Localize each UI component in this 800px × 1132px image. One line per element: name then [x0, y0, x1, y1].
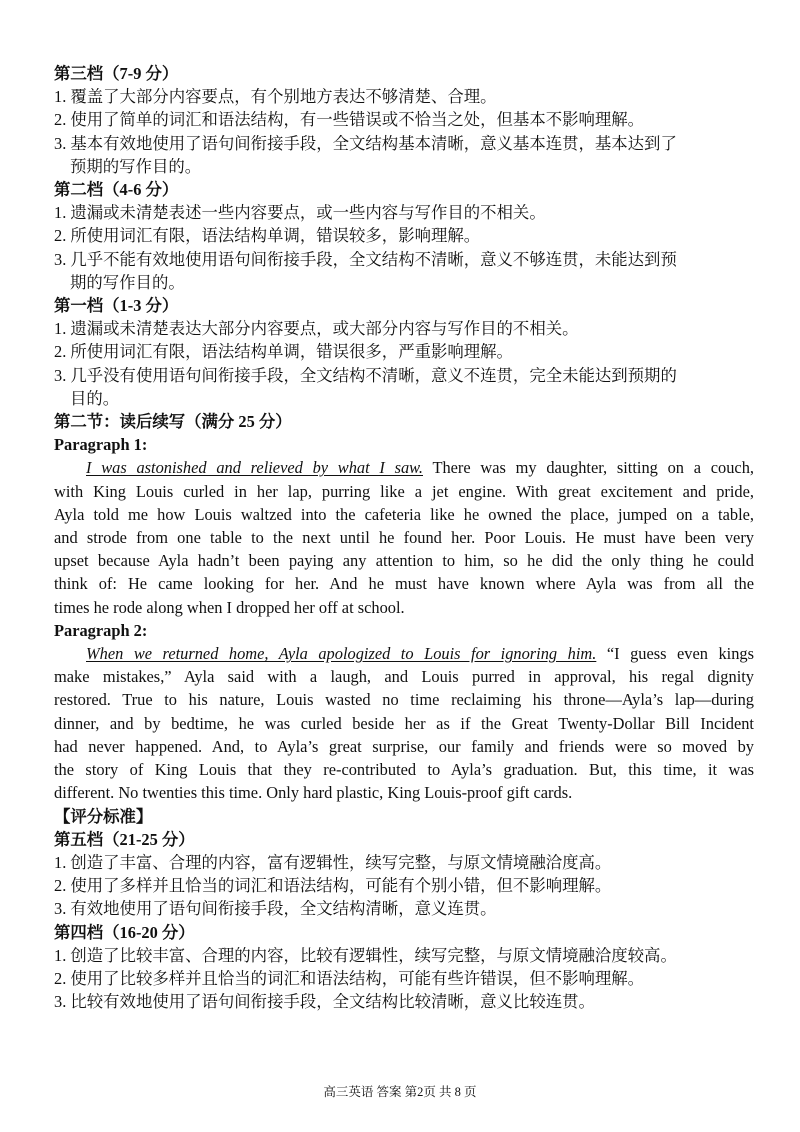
- criterion-item: 3. 几乎没有使用语句间衔接手段，全文结构不清晰，意义不连贯，完全未能达到预期的: [54, 365, 677, 385]
- tier-heading: 第五档（21-25 分）: [54, 829, 195, 849]
- criterion-item: 2. 使用了多样并且恰当的词汇和语法结构，可能有个别小错，但不影响理解。: [54, 876, 612, 896]
- document-page: [54, 62, 754, 1013]
- tier-heading: 第三档（7-9 分）: [54, 64, 179, 83]
- criterion-item: 3. 基本有效地使用了语句间衔接手段，全文结构基本清晰，意义基本连贯，基本达到了: [54, 133, 677, 153]
- criteria-heading: 【评分标准】: [54, 806, 153, 826]
- paragraph-text: There was my daughter, sitting on a couch,: [423, 458, 754, 478]
- paragraph-line: had never happened. And, to Ayla’s great surprise, our family and friends were so moved by: [54, 736, 754, 756]
- page-footer: 高三英语 答案 第2页 共 8 页: [323, 1085, 477, 1099]
- paragraph-line: and strode from one table to the next until he found her. Poor Louis. He must have been very: [54, 528, 754, 548]
- criterion-item: 2. 所使用词汇有限，语法结构单调，错误很多，严重影响理解。: [54, 342, 513, 362]
- criterion-item: 1. 覆盖了大部分内容要点，有个别地方表达不够清楚、合理。: [54, 87, 497, 107]
- criterion-item-continuation: 预期的写作目的。: [70, 156, 202, 176]
- criterion-item-continuation: 期的写作目的。: [70, 272, 185, 292]
- criterion-item: 1. 遗漏或未清楚表述一些内容要点，或一些内容与写作目的不相关。: [54, 203, 546, 223]
- paragraph-line: [54, 456, 754, 479]
- paragraph-line: upset because Ayla hadn’t been paying any attention to him, so he did the only thing he could: [54, 551, 754, 571]
- criterion-item: 2. 使用了简单的词汇和语法结构，有一些错误或不恰当之处，但基本不影响理解。: [54, 110, 645, 130]
- paragraph-line: [54, 642, 754, 665]
- criterion-item: 1. 遗漏或未清楚表达大部分内容要点，或大部分内容与写作目的不相关。: [54, 319, 579, 339]
- paragraph-line: different. No twenties this time. Only hard plastic, King Louis-proof gift cards.: [54, 783, 573, 803]
- criterion-item: 2. 使用了比较多样并且恰当的词汇和语法结构，可能有些许错误，但不影响理解。: [54, 968, 645, 988]
- paragraph-line: the story of King Louis that they re-contributed to Ayla’s graduation. But, this time, it was: [54, 760, 754, 780]
- paragraph-1-title: Paragraph 1:: [54, 435, 148, 455]
- paragraph-text: “I guess even kings: [596, 644, 754, 664]
- criterion-item: 3. 比较有效地使用了语句间衔接手段，全文结构比较清晰，意义比较连贯。: [54, 992, 595, 1012]
- section-heading: 第二节：读后续写（满分 25 分）: [54, 412, 292, 432]
- criterion-item: 2. 所使用词汇有限，语法结构单调，错误较多，影响理解。: [54, 226, 481, 246]
- paragraph-line: dinner, and by bedtime, he was curled beside her as if the Great Twenty-Dollar Bill Incident: [54, 713, 754, 733]
- paragraph-2-title: Paragraph 2:: [54, 620, 148, 640]
- criterion-item: 1. 创造了丰富、合理的内容，富有逻辑性，续写完整，与原文情境融洽度高。: [54, 852, 612, 872]
- paragraph-line: with King Louis curled in her lap, purring like a jet engine. With great excitement and pride,: [54, 481, 754, 501]
- criterion-item-continuation: 目的。: [70, 388, 120, 408]
- paragraph-2-lead-sentence: When we returned home, Ayla apologized to Louis for ignoring him.: [86, 644, 597, 664]
- paragraph-line: times he rode along when I dropped her off at school.: [54, 597, 405, 617]
- tier-heading: 第二档（4-6 分）: [54, 180, 179, 200]
- criterion-item: 3. 有效地使用了语句间衔接手段，全文结构清晰，意义连贯。: [54, 899, 497, 919]
- tier-heading: 第四档（16-20 分）: [54, 922, 195, 942]
- paragraph-line: restored. True to his nature, Louis wasted no time reclaiming his throne—Ayla’s lap—during: [54, 690, 754, 710]
- paragraph-1-lead-sentence: I was astonished and relieved by what I saw.: [86, 458, 423, 478]
- paragraph-2-body: [54, 642, 754, 804]
- criterion-item: 1. 创造了比较丰富、合理的内容，比较有逻辑性，续写完整，与原文情境融洽度较高。: [54, 945, 677, 965]
- paragraph-line: think of: He came looking for her. And he must have known where Ayla was from all the: [54, 574, 754, 594]
- paragraph-line: Ayla told me how Louis waltzed into the cafeteria like he owned the place, jumped on a table,: [54, 504, 754, 524]
- paragraph-line: make mistakes,” Ayla said with a laugh, and Louis purred in approval, his regal dignity: [54, 667, 754, 687]
- paragraph-1-body: [54, 456, 754, 618]
- criterion-item: 3. 几乎不能有效地使用语句间衔接手段，全文结构不清晰，意义不够连贯，未能达到预: [54, 249, 677, 269]
- tier-heading: 第一档（1-3 分）: [54, 296, 179, 316]
